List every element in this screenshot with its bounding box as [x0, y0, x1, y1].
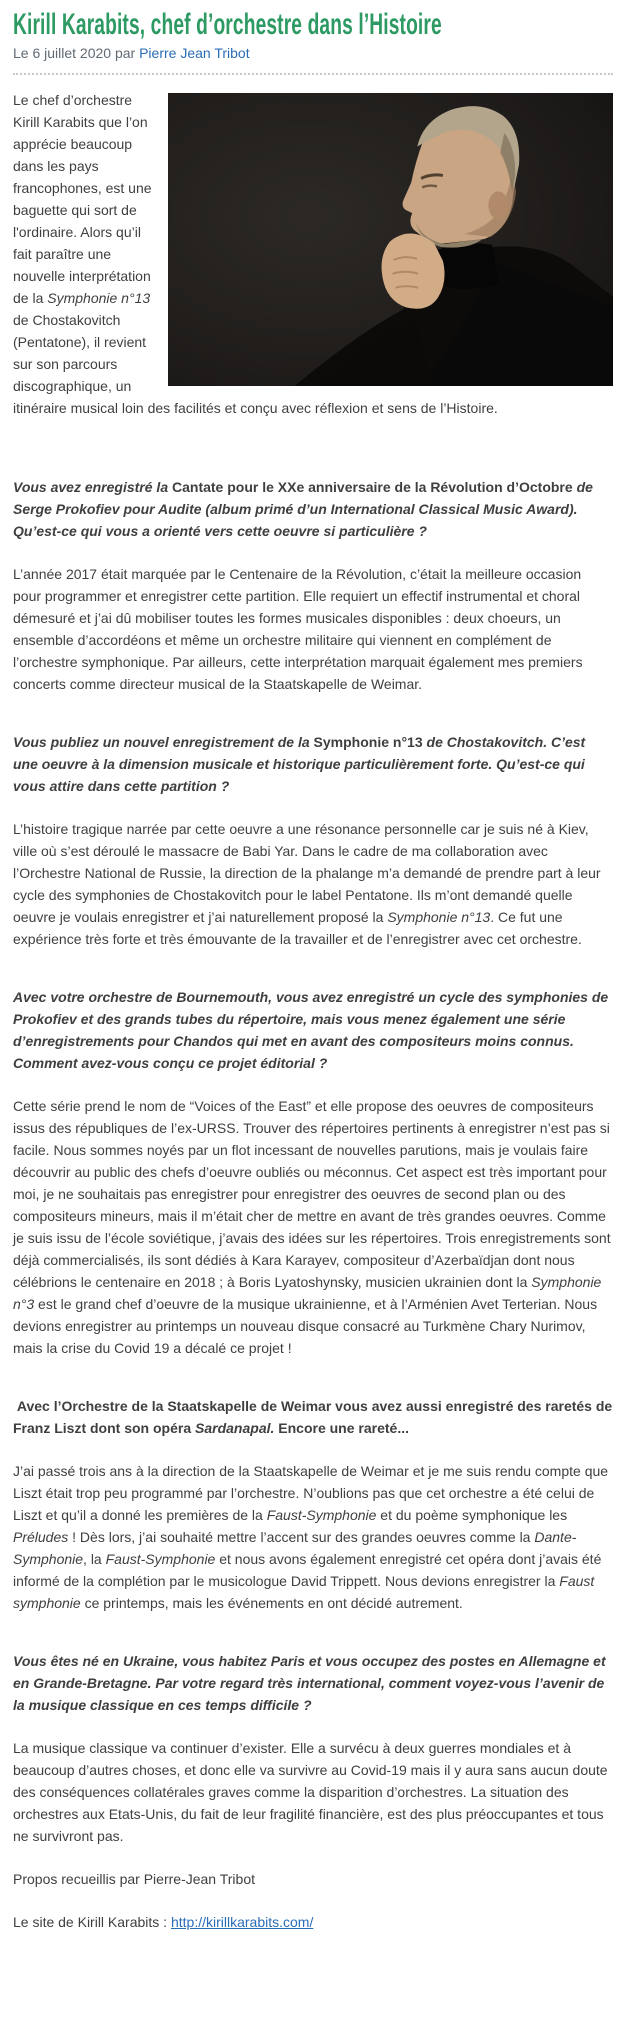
- answer-1: L’année 2017 était marquée par le Centenaire de la Révolution, c’était la meilleure occasion pour programmer et enregistrer cette partition. Elle requiert un effectif instrumental et choral démesuré et j’ai dû mobiliser toutes les formes musicales disponibles : deux choeurs, un ensemble d’accordéons et même un orchestre militaire qui viennent en complément de l’orchestre symphonique. Par ailleurs, cette interprétation marquait également mes premiers concerts comme directeur musical de la Staatskapelle de Weimar.: [13, 566, 583, 692]
- byline: [13, 45, 613, 61]
- answer-4: J’ai passé trois ans à la direction de la Staatskapelle de Weimar et je me suis rendu compte que Liszt était trop peu programmé par l’orchestre. N’oublions pas que cet orchestre a été celui de Liszt et qu’il a donné les premières de la Faust-Symphonie et du poème symphonique les Préludes ! Dès lors, j’ai souhaité mettre l’accent sur des grandes oeuvres comme la Dante-Symphonie, la Faust-Symphonie et nous avons également enregistré cet opéra dont j’avais été informé de la complétion par le musicologue David Trippett. Nous devions enregistrer la Faust symphonie ce printemps, mais les événements en ont décidé autrement.: [13, 1463, 609, 1611]
- answer-3: Cette série prend le nom de “Voices of the East” et elle propose des oeuvres de compositeurs issus des républiques de l’ex-URSS. Trouver des répertoires pertinents à enregistrer n’est pas si facile. Nous sommes noyés par un flot incessant de nouvelles parutions, mais je voulais faire découvrir au public des chefs d’oeuvre oubliés ou méconnus. Cet aspect est très important pour moi, je ne souhaitais pas enregistrer pour enregistrer des oeuvres de second plan ou des compositeurs mineurs, mais il m’était cher de mettre en avant de très grandes oeuvres. Comme je suis issu de l’école soviétique, j’avais des idées sur les répertoires. Trois enregistrements sont déjà commercialisés, ils sont dédiés à Kara Karayev, compositeur d’Azerbaïdjan dont nous célébrions le centenaire en 2018 ; à Boris Lyatoshynsky, musicien ukrainien dont la Symphonie n°3 est le grand chef d’oeuvre de la musique ukrainienne, et à l’Arménien Avet Terterian. Nous devions enregistrer au printemps un nouveau disque consacré au Turkmène Chary Nurimov, mais la crise du Covid 19 a décalé ce projet !: [13, 1098, 611, 1356]
- article-body: [13, 89, 613, 1933]
- question-2: Vous publiez un nouvel enregistrement de la Symphonie n°13 de Chostakovitch. C’est une oeuvre à la dimension musicale et historique particulièrement forte. Qu’est-ce qui vous attire dans cette partition ?: [13, 734, 586, 794]
- question-1: Vous avez enregistré la Cantate pour le XXe anniversaire de la Révolution d’Octobre de Serge Prokofiev pour Audite (album primé d’un International Classical Music Award). Qu’est-ce qui vous a orienté vers cette oeuvre si particulière ?: [13, 479, 593, 539]
- question-3: Avec votre orchestre de Bournemouth, vous avez enregistré un cycle des symphonies de Prokofiev et des grands tubes du répertoire, mais vous menez également une série d’enregistrements pour Chandos qui met en avant des compositeurs moins connus. Comment avez-vous conçu ce projet éditorial ?: [13, 989, 609, 1071]
- answer-2: L’histoire tragique narrée par cette oeuvre a une résonance personnelle car je suis né à Kiev, ville où s’est déroulé le massacre de Babi Yar. Dans le cadre de ma collaboration avec l’Orchestre National de Russie, la direction de la phalange m’a demandé de prendre part à leur cycle des symphonies de Chostakovitch pour le label Pentatone. Ils m’ont demandé quelle oeuvre je voulais enregistrer et j’ai naturellement proposé la Symphonie n°13. Ce fut une expérience très forte et très émouvante de la travailler et de l’enregistrer avec cet orchestre.: [13, 821, 601, 947]
- author-link[interactable]: Pierre Jean Tribot: [139, 45, 250, 61]
- byline-date: Le 6 juillet 2020 par: [13, 45, 140, 61]
- intro-block: [13, 89, 613, 440]
- question-4: Avec l’Orchestre de la Staatskapelle de Weimar vous avez aussi enregistré des raretés de Franz Liszt dont son opéra Sardanapal. Encore une rareté...: [13, 1398, 613, 1436]
- credit-line: Propos recueillis par Pierre-Jean Tribot: [13, 1871, 255, 1887]
- site-link[interactable]: http://kirillkarabits.com/: [170, 1914, 314, 1930]
- portrait-illustration: [168, 93, 613, 386]
- page-title: Kirill Karabits, chef d’orchestre dans l’Histoire: [13, 8, 442, 41]
- portrait-photo: [168, 93, 613, 386]
- site-line: [13, 1911, 613, 1933]
- intro-paragraph: Le chef d’orchestre Kirill Karabits que l’on apprécie beaucoup dans les pays francophones, est une baguette qui sort de l'ordinaire. Alors qu’il fait paraître une nouvelle interprétation de la Symphonie n°13 de Chostakovitch (Pentatone), il revient sur son parcours discographique, un itinéraire musical loin des facilités et conçu avec réflexion et sens de l’Histoire.: [13, 92, 498, 416]
- question-5: Vous êtes né en Ukraine, vous habitez Paris et vous occupez des postes en Allemagne et en Grande-Bretagne. Par votre regard très international, comment voyez-vous l’avenir de la musique classique en ces temps difficile ?: [13, 1653, 606, 1713]
- dotted-divider: [13, 73, 613, 75]
- answer-5: La musique classique va continuer d’exister. Elle a survécu à deux guerres mondiales et à beaucoup d’autres choses, et donc elle va survivre au Covid-19 mais il y aura sans aucun doute des conséquences collatérales graves comme la disparition d’orchestres. La situation des orchestres aux Etats-Unis, du fait de leur fragilité financière, est des plus préoccupantes et tous ne survivront pas.: [13, 1740, 608, 1844]
- site-label: Le site de Kirill Karabits :: [13, 1914, 171, 1930]
